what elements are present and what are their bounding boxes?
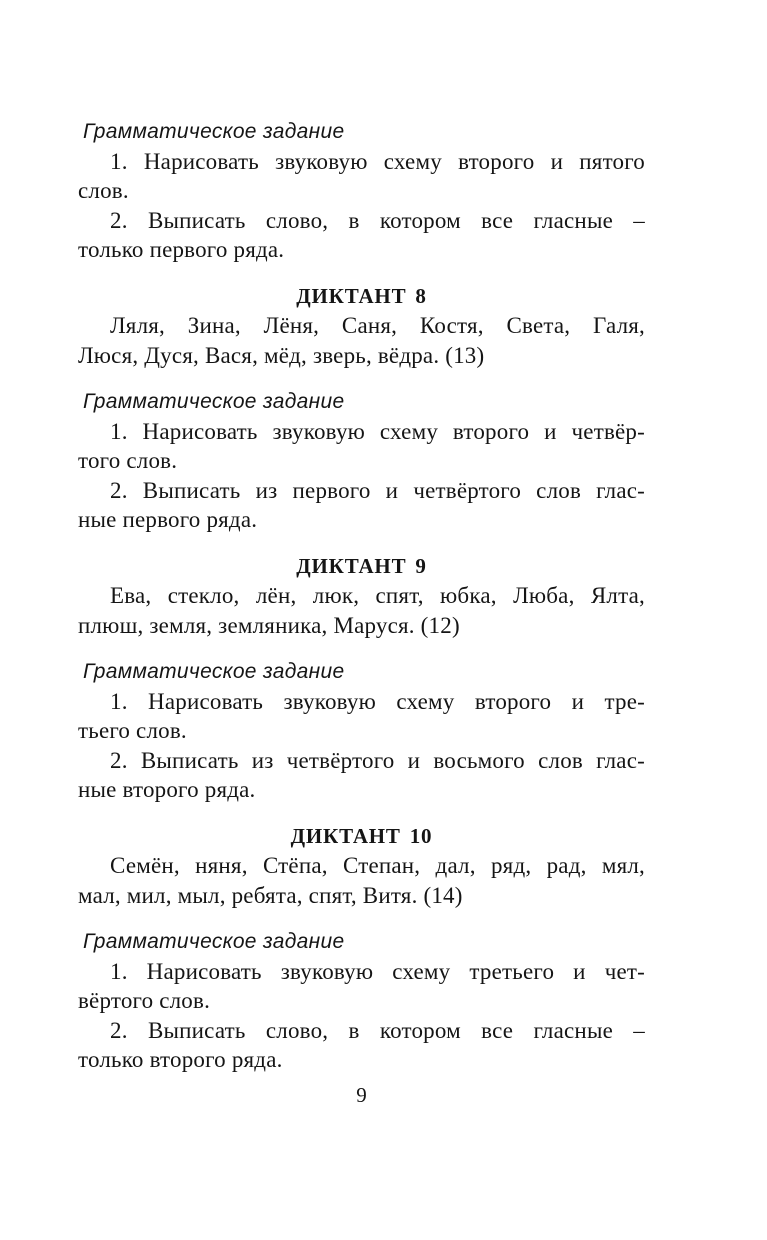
grammar-task-section-3 bbox=[78, 657, 645, 805]
grammar-task-line: ные второго ряда. bbox=[78, 777, 256, 802]
dictation-text-line: Люся, Дуся, Вася, мёд, зверь, вёдра. (13) bbox=[78, 342, 485, 368]
dictation-title-label: ДИКТАНТ bbox=[296, 553, 407, 578]
dictation-text-line: мал, мил, мыл, ребята, спят, Витя. (14) bbox=[78, 882, 463, 908]
dictation-title-number: 8 bbox=[415, 283, 427, 308]
dictation-9-title bbox=[78, 552, 645, 582]
grammar-task-header: Грамматическое задание bbox=[83, 930, 345, 953]
grammar-task-line: 1. Нарисовать звуковую схему третьего и чет- bbox=[110, 958, 645, 984]
dictation-title-number: 10 bbox=[409, 823, 433, 848]
dictation-text-line: Семён, няня, Стёпа, Степан, дал, ряд, рад, мял, bbox=[110, 853, 645, 878]
grammar-task-header: Грамматическое задание bbox=[83, 120, 345, 143]
dictation-8-section bbox=[78, 282, 645, 371]
dictation-title-label: ДИКТАНТ bbox=[296, 283, 407, 308]
grammar-task-line: 2. Выписать из четвёртого и восьмого слов глас- bbox=[110, 747, 645, 773]
dictation-10-section bbox=[78, 822, 645, 911]
grammar-task-header: Грамматическое задание bbox=[83, 390, 345, 413]
dictation-title-label: ДИКТАНТ bbox=[290, 823, 401, 848]
dictation-8-title bbox=[78, 282, 645, 312]
dictation-10-title bbox=[78, 822, 645, 852]
grammar-task-line: 1. Нарисовать звуковую схему второго и тре- bbox=[110, 688, 645, 714]
grammar-task-header: Грамматическое задание bbox=[83, 660, 345, 683]
grammar-task-line: вёртого слов. bbox=[78, 988, 211, 1013]
grammar-task-line: тьего слов. bbox=[78, 718, 187, 743]
grammar-task-section-1 bbox=[78, 117, 645, 265]
page-number: 9 bbox=[356, 1082, 367, 1107]
grammar-task-line: 2. Выписать слово, в котором все гласные – bbox=[110, 207, 645, 233]
grammar-task-line: 1. Нарисовать звуковую схему второго и пятого bbox=[110, 148, 645, 174]
dictation-9-section bbox=[78, 552, 645, 641]
dictation-title-number: 9 bbox=[415, 553, 427, 578]
grammar-task-line: ные первого ряда. bbox=[78, 507, 258, 532]
dictation-text-line: Ева, стекло, лён, люк, спят, юбка, Люба, Ялта, bbox=[110, 583, 645, 608]
grammar-task-line: 2. Выписать из первого и четвёртого слов глас- bbox=[110, 477, 645, 503]
dictation-text-line: Ляля, Зина, Лёня, Саня, Костя, Света, Галя, bbox=[110, 313, 645, 338]
grammar-task-line: слов. bbox=[78, 178, 129, 203]
grammar-task-section-4 bbox=[78, 927, 645, 1075]
grammar-task-line: того слов. bbox=[78, 448, 178, 473]
grammar-task-line: 2. Выписать слово, в котором все гласные – bbox=[110, 1017, 645, 1043]
grammar-task-line: только второго ряда. bbox=[78, 1047, 283, 1072]
dictation-text-line: плюш, земля, земляника, Маруся. (12) bbox=[78, 612, 460, 638]
grammar-task-line: только первого ряда. bbox=[78, 237, 285, 262]
grammar-task-section-2 bbox=[78, 387, 645, 535]
grammar-task-line: 1. Нарисовать звуковую схему второго и четвёр- bbox=[110, 418, 645, 444]
